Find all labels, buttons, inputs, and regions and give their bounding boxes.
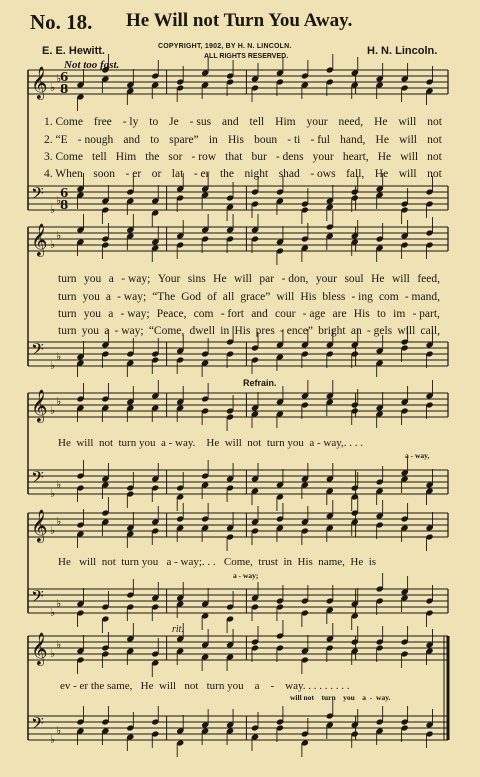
- time-signature: 6: [60, 70, 69, 84]
- lyric-syllable: a: [108, 273, 114, 285]
- flat-icon: ♭: [50, 238, 56, 251]
- verse-line: [44, 151, 442, 163]
- lyric-syllable: will: [399, 134, 417, 146]
- lyric-syllable: and: [251, 308, 268, 320]
- lyric-syllable: Your: [157, 273, 181, 285]
- lyric-syllable: the: [145, 151, 160, 163]
- hymn-title: He Will not Turn You Away.: [126, 10, 353, 31]
- lyric-syllable: com: [378, 291, 399, 303]
- lyric-syllable: im: [393, 308, 406, 320]
- tempo-marking: Not too fast.: [64, 59, 120, 71]
- lyric-syllable: “Come,: [148, 325, 185, 337]
- lyric-syllable: will: [397, 325, 416, 337]
- lyric-syllable: you: [81, 325, 99, 337]
- lyric-syllable: that: [225, 151, 243, 163]
- verse-line: [58, 273, 440, 285]
- lyric-syllable: spare”: [169, 134, 199, 146]
- lyric-syllable: to: [149, 116, 159, 128]
- lyric-syllable: - fort: [220, 308, 244, 320]
- lyric-syllable: boun: [254, 134, 278, 146]
- lyric-syllable: your: [315, 273, 337, 285]
- copyright-notice: COPYRIGHT, 1902, BY H. N. LINCOLN.: [158, 43, 292, 50]
- flat-icon: ♭: [56, 72, 62, 85]
- lyric-syllable: an: [350, 325, 362, 337]
- lyric-syllable: free: [93, 116, 112, 128]
- flat-icon: ♭: [56, 395, 62, 408]
- lyric-syllable: - ful: [310, 134, 330, 146]
- lyric-syllable: He: [371, 273, 385, 285]
- flat-icon: ♭: [50, 606, 56, 619]
- lyric-syllable: you: [83, 308, 101, 320]
- lyric-syllable: He: [377, 151, 392, 163]
- lyric-syllable: bright: [318, 325, 346, 337]
- flat-icon: ♭: [50, 647, 56, 660]
- flat-icon: ♭: [56, 478, 62, 491]
- lyric-syllable: His: [227, 134, 244, 146]
- lyric-syllable: bless: [322, 291, 346, 303]
- verse-line: [58, 291, 440, 303]
- flat-icon: ♭: [56, 724, 62, 737]
- lyric-syllable: you: [82, 291, 100, 303]
- lyric-syllable: - ence”: [280, 325, 313, 337]
- lyric-syllable: 2. “E: [44, 134, 68, 146]
- hymn-number: No. 18.: [30, 10, 93, 34]
- lyric-syllable: a: [104, 325, 110, 337]
- lyric-syllable: and: [222, 116, 239, 128]
- chorus-line-1: He will not turn you a - way. He will not turn you a - way,. . . .: [58, 437, 363, 449]
- verse-line: [44, 134, 442, 146]
- lyric-syllable: - part,: [412, 308, 440, 320]
- flat-icon: ♭: [56, 194, 62, 207]
- lyric-syllable: fall,: [346, 168, 365, 180]
- flat-icon: ♭: [56, 229, 62, 242]
- treble-clef-icon: 𝄞: [31, 389, 48, 422]
- lyric-syllable: soul: [344, 273, 364, 285]
- flat-icon: ♭: [56, 350, 62, 363]
- lyric-syllable: - ing: [351, 291, 373, 303]
- chorus-line-2-alto: a - way;: [233, 571, 259, 580]
- flat-icon: ♭: [56, 515, 62, 528]
- lyric-syllable: shad: [278, 168, 300, 180]
- lyric-syllable: Him: [275, 116, 296, 128]
- lyric-syllable: Him: [115, 151, 137, 163]
- lyric-syllable: - don,: [281, 273, 309, 285]
- lyric-syllable: - nough: [77, 134, 114, 146]
- lyric-syllable: 3. Come: [44, 151, 83, 163]
- verse-line: [44, 116, 442, 128]
- lyric-syllable: not: [427, 151, 442, 163]
- lyric-syllable: - er: [193, 168, 210, 180]
- lyric-syllable: will: [234, 273, 252, 285]
- lyric-syllable: a: [105, 291, 112, 303]
- lyric-syllable: - way;: [120, 308, 150, 320]
- lyric-syllable: He: [375, 134, 389, 146]
- lyric-syllable: your: [306, 116, 328, 128]
- flat-icon: ♭: [50, 487, 56, 500]
- time-signature: 6: [60, 186, 69, 200]
- lyric-syllable: not: [427, 168, 442, 180]
- lyric-syllable: - mand,: [404, 291, 440, 303]
- lyric-syllable: - age: [302, 308, 326, 320]
- time-signature: 8: [60, 198, 69, 212]
- flat-icon: ♭: [50, 359, 56, 372]
- lyric-syllable: to: [150, 134, 160, 146]
- lyric-syllable: the: [219, 168, 235, 180]
- lyric-syllable: com: [193, 308, 214, 320]
- lyric-syllable: His: [353, 308, 370, 320]
- lyric-syllable: turn: [58, 273, 77, 285]
- lyric-syllable: hand,: [340, 134, 366, 146]
- chorus-line-2: He will not turn you a - way;. . . Come, trust in His name, He is: [58, 556, 377, 568]
- lyric-syllable: - sus: [189, 116, 212, 128]
- lyric-syllable: lat: [171, 168, 184, 180]
- bass-clef-icon: 𝄢: [31, 467, 44, 491]
- refrain-label: Refrain.: [243, 378, 277, 388]
- lyric-syllable: pres: [255, 325, 275, 337]
- verse-line: [44, 168, 442, 180]
- lyric-syllable: need,: [338, 116, 364, 128]
- lyric-syllable: tell: [249, 116, 265, 128]
- lyric-syllable: will: [276, 291, 295, 303]
- lyric-syllable: He: [374, 116, 388, 128]
- lyric-syllable: cour: [275, 308, 296, 320]
- lyric-syllable: heart,: [342, 151, 369, 163]
- lyric-syllable: night: [244, 168, 269, 180]
- lyric-syllable: will: [391, 273, 410, 285]
- lyric-syllable: a: [108, 308, 114, 320]
- flat-icon: ♭: [56, 638, 62, 651]
- lyric-syllable: - ly: [122, 116, 139, 128]
- lyric-syllable: - way;: [114, 325, 144, 337]
- lyric-syllable: will: [400, 151, 419, 163]
- lyric-syllable: bur: [251, 151, 267, 163]
- lyric-syllable: He: [374, 168, 389, 180]
- lyric-syllable: of: [207, 291, 217, 303]
- treble-clef-icon: 𝄞: [31, 632, 48, 665]
- lyric-syllable: all: [222, 291, 235, 303]
- lyric-syllable: turn: [58, 325, 77, 337]
- bass-clef-icon: 𝄢: [31, 339, 44, 363]
- lyric-syllable: to: [376, 308, 386, 320]
- lyric-syllable: not: [427, 116, 442, 128]
- lyric-syllable: will: [398, 116, 417, 128]
- lyric-syllable: - er: [125, 168, 142, 180]
- lyric-syllable: or: [151, 168, 162, 180]
- lyric-syllable: - way;: [121, 273, 151, 285]
- lyric-syllable: He: [213, 273, 227, 285]
- lyric-syllable: will: [398, 168, 417, 180]
- treble-clef-icon: 𝄞: [31, 509, 48, 542]
- lyric-syllable: His: [300, 291, 317, 303]
- lyric-syllable: soon: [93, 168, 116, 180]
- lyric-syllable: par: [259, 273, 275, 285]
- lyric-syllable: - ti: [287, 134, 301, 146]
- flat-icon: ♭: [56, 597, 62, 610]
- lyric-syllable: your: [312, 151, 334, 163]
- lyric-syllable: 1. Come: [44, 116, 83, 128]
- lyric-syllable: 4. When: [44, 168, 83, 180]
- flat-icon: ♭: [50, 203, 56, 216]
- flat-icon: ♭: [50, 733, 56, 746]
- lyric-syllable: “The: [152, 291, 176, 303]
- lyricist-credit: E. E. Hewitt.: [42, 45, 105, 57]
- lyric-syllable: tell: [92, 151, 107, 163]
- lyric-syllable: are: [332, 308, 347, 320]
- lyric-syllable: - way;: [117, 291, 147, 303]
- lyric-syllable: sor: [168, 151, 183, 163]
- bass-clef-icon: 𝄢: [31, 586, 44, 610]
- lyric-syllable: and: [123, 134, 141, 146]
- lyric-syllable: call,: [420, 325, 440, 337]
- lyric-syllable: Peace,: [156, 308, 187, 320]
- lyric-syllable: turn: [58, 291, 77, 303]
- verse-line: [58, 325, 440, 337]
- lyric-syllable: - dens: [275, 151, 304, 163]
- lyric-syllable: dwell: [189, 325, 216, 337]
- chorus-line-3: ev - er the same, He will not turn you a - way. . . . . . . . .: [60, 680, 350, 692]
- composer-credit: H. N. Lincoln.: [367, 45, 438, 57]
- treble-clef-icon: 𝄞: [31, 223, 48, 256]
- lyric-syllable: - row: [191, 151, 217, 163]
- flat-icon: ♭: [50, 81, 56, 94]
- lyric-syllable: - gels: [366, 325, 393, 337]
- flat-icon: ♭: [50, 524, 56, 537]
- flat-icon: ♭: [50, 404, 56, 417]
- lyric-syllable: not: [427, 134, 442, 146]
- treble-clef-icon: 𝄞: [31, 66, 48, 99]
- lyric-syllable: you: [84, 273, 102, 285]
- bass-clef-icon: 𝄢: [31, 183, 44, 207]
- rights-notice: ALL RIGHTS RESERVED.: [204, 53, 289, 60]
- lyric-syllable: - ows: [310, 168, 336, 180]
- lyric-syllable: in: [208, 134, 218, 146]
- lyric-syllable: God: [181, 291, 202, 303]
- lyric-syllable: in: [220, 325, 230, 337]
- lyric-syllable: Je: [169, 116, 179, 128]
- lyric-syllable: sins: [187, 273, 206, 285]
- lyric-syllable: His: [234, 325, 251, 337]
- chorus-line-3-alto: will not turn you a - way.: [290, 693, 391, 702]
- bass-clef-icon: 𝄢: [31, 713, 44, 737]
- verse-line: [58, 308, 440, 320]
- lyric-syllable: feed,: [417, 273, 440, 285]
- chorus-line-1-alto: a - way,: [405, 451, 430, 460]
- ritardando-marking: rit.: [172, 624, 184, 635]
- lyric-syllable: turn: [58, 308, 77, 320]
- lyric-syllable: grace”: [240, 291, 271, 303]
- time-signature: 8: [60, 82, 69, 96]
